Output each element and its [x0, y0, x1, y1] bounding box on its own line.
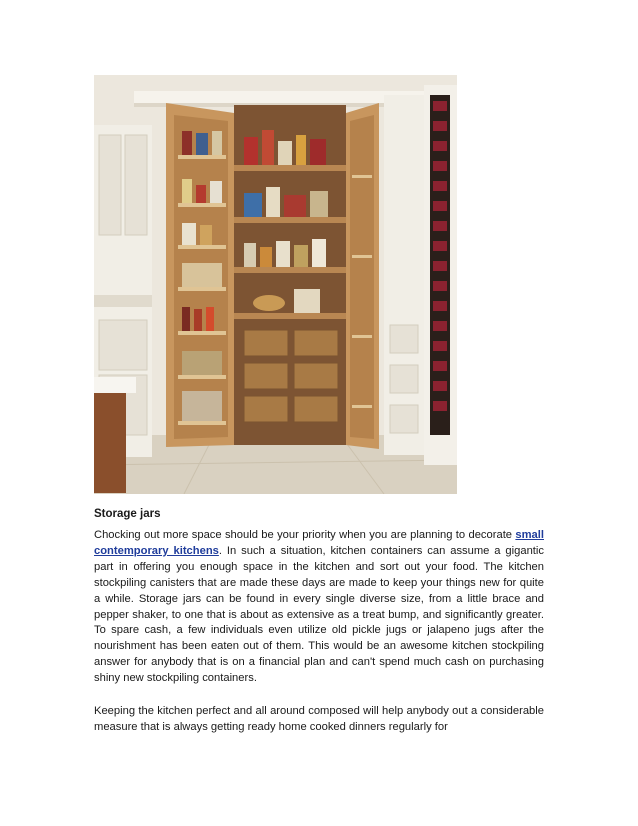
body-paragraph-2: Keeping the kitchen perfect and all around composed will help anybody out a considerable measure that is always getting ready home cooked dinners regularly for [94, 705, 544, 733]
body-paragraph-1 [94, 528, 544, 687]
section-heading: Storage jars [94, 508, 161, 520]
paragraph-1-intro: Chocking out more space should be your priority when you are planning to decorate [94, 529, 516, 541]
small-contemporary-kitchens-link[interactable]: small contemporary kitchens [94, 529, 544, 557]
pantry-cabinet-photo [94, 75, 457, 494]
paragraph-1-body: . In such a situation, kitchen containers can assume a gigantic part in offering you enough space in the kitchen and sort out your food. The kitchen stockpiling canisters that are made these days are made to keep your things new for quite a while. Storage jars can be found in every single diverse size, from a little brace and pepper shaker, to one that is about as extensive as a treat bump, and significantly greater. To spare cash, a few individuals even utilize old pickle jugs or jalapeno jugs after the nourishment has been eaten out of them. This would be an awesome kitchen stockpiling answer for anybody that is on a financial plan and can't spend much cash on purchasing shiny new stockpiling containers. [94, 544, 544, 685]
pantry-illustration [94, 75, 457, 494]
